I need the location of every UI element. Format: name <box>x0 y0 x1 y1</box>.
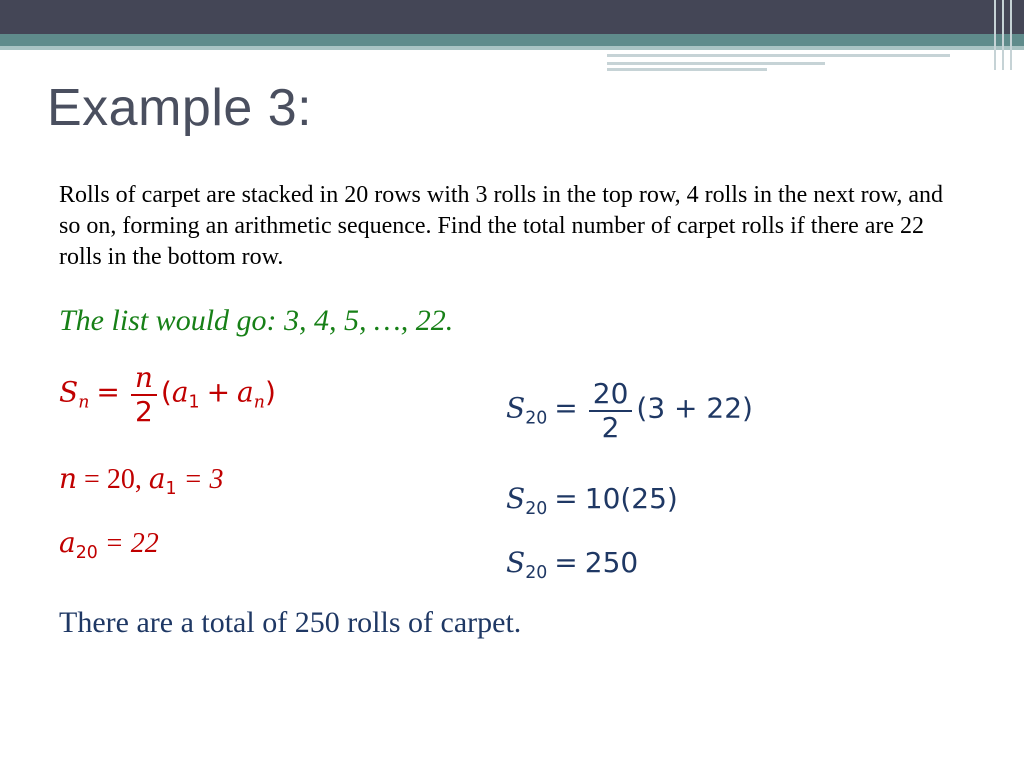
formula-close-paren: ) <box>264 375 276 409</box>
formula-an-symbol: a <box>237 375 254 409</box>
solution-step-1 <box>506 378 753 444</box>
given-n-value: = 20, <box>77 464 149 495</box>
sequence-list: The list would go: 3, 4, 5, …, 22. <box>59 304 454 337</box>
solution-step-2 <box>506 482 678 519</box>
decor-vline <box>994 0 996 70</box>
step1-subscript: 20 <box>525 408 548 429</box>
header-accent-line <box>0 46 1024 50</box>
decor-line <box>607 62 825 65</box>
given-a20-subscript: 20 <box>75 543 98 564</box>
decor-line <box>607 68 767 71</box>
step3-subscript: 20 <box>525 563 548 584</box>
formula-open-paren: ( <box>160 375 172 409</box>
fraction-denominator: 2 <box>134 395 153 429</box>
step1-denominator: 2 <box>601 411 620 445</box>
problem-statement: Rolls of carpet are stacked in 20 rows with 3 rolls in the top row, 4 rolls in the next row, and so on, forming an arithmetic sequence. Find the total number of carpet rolls if there are 22 rolls in the bottom row. <box>59 182 944 270</box>
given-a1-symbol: a <box>148 462 166 495</box>
step2-subscript: 20 <box>525 499 548 520</box>
given-a1-value: = 3 <box>176 464 224 495</box>
header-accent-band <box>0 34 1024 46</box>
slide-title: Example 3: <box>47 79 313 137</box>
given-a1-subscript: 1 <box>165 479 177 500</box>
step1-rest: (3 + 22) <box>636 391 753 425</box>
formula-s-symbol: S <box>59 375 79 409</box>
step1-numerator: 20 <box>592 377 629 410</box>
given-a20-value: = 22 <box>97 528 159 559</box>
step2-s-symbol: S <box>506 482 526 515</box>
step1-s-symbol: S <box>506 391 526 425</box>
decor-line <box>607 54 950 57</box>
given-values <box>59 462 224 499</box>
decor-vline <box>1010 0 1012 70</box>
formula-plus: + <box>206 375 231 409</box>
step2-rest: 10(25) <box>584 482 678 515</box>
step3-rest: 250 <box>584 546 639 579</box>
step3-equals: = <box>554 546 578 579</box>
conclusion-text: There are a total of 250 rolls of carpet. <box>59 606 522 639</box>
step1-fraction <box>589 378 633 444</box>
fraction-numerator: n <box>134 361 153 394</box>
formula-a1-symbol: a <box>171 375 189 409</box>
formula-equals: = <box>96 375 120 409</box>
step2-equals: = <box>554 482 578 515</box>
sum-formula <box>59 362 276 428</box>
formula-s-subscript: n <box>78 392 90 413</box>
given-a20 <box>59 526 159 563</box>
step1-equals: = <box>554 391 578 425</box>
formula-an-subscript: n <box>253 392 265 413</box>
decor-vline <box>1002 0 1004 70</box>
given-a20-symbol: a <box>59 526 76 559</box>
formula-fraction <box>131 362 157 428</box>
header-bar <box>0 0 1024 34</box>
formula-a1-subscript: 1 <box>188 392 200 413</box>
solution-step-3 <box>506 546 638 583</box>
step3-s-symbol: S <box>506 546 526 579</box>
given-n-symbol: n <box>59 462 78 495</box>
